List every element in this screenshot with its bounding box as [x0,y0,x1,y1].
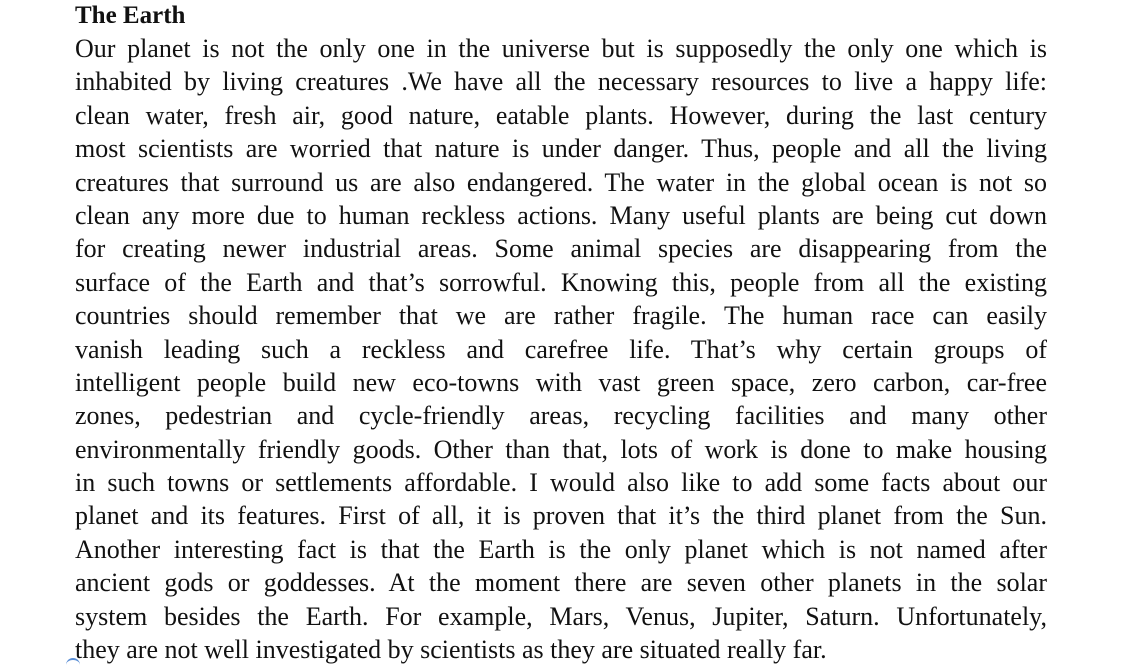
text-line: ancient gods or goddesses. At the moment there are seven other planets in the solar [75,568,1047,598]
text-line: creatures that surround us are also endangered. The water in the global ocean is not so [75,167,1047,197]
text-line: intelligent people build new eco-towns with vast green space, zero carbon, car-free [75,367,1047,397]
text-line: Another interesting fact is that the Earth is the only planet which is not named after [75,534,1047,564]
text-line: inhabited by living creatures .We have all the necessary resources to live a happy life: [75,67,1047,97]
text-line: vanish leading such a reckless and carefree life. That’s why certain groups of [75,334,1047,364]
text-line: system besides the Earth. For example, Mars, Venus, Jupiter, Saturn. Unfortunately, [75,601,1047,631]
text-line: most scientists are worried that nature is under danger. Thus, people and all the living [75,134,1047,164]
text-line: clean water, fresh air, good nature, eatable plants. However, during the last century [75,100,1047,130]
selection-handle-icon [66,658,80,672]
document-title: The Earth [75,2,186,29]
text-line: environmentally friendly goods. Other than that, lots of work is done to make housing [75,434,1047,464]
document-body [75,32,1047,666]
document-page [75,0,1047,666]
text-line: countries should remember that we are rather fragile. The human race can easily [75,301,1047,331]
text-line: they are not well investigated by scientists as they are situated really far. [75,635,827,665]
text-line: Our planet is not the only one in the universe but is supposedly the only one which is [75,34,1047,63]
text-line: zones, pedestrian and cycle-friendly areas, recycling facilities and many other [75,401,1047,431]
text-line: in such towns or settlements affordable. I would also like to add some facts about our [75,468,1047,498]
text-line: for creating newer industrial areas. Some animal species are disappearing from the [75,234,1047,264]
text-line: surface of the Earth and that’s sorrowful. Knowing this, people from all the existing [75,267,1047,297]
text-line: planet and its features. First of all, it is proven that it’s the third planet from the Sun. [75,501,1047,531]
text-line: clean any more due to human reckless actions. Many useful plants are being cut down [75,200,1047,230]
